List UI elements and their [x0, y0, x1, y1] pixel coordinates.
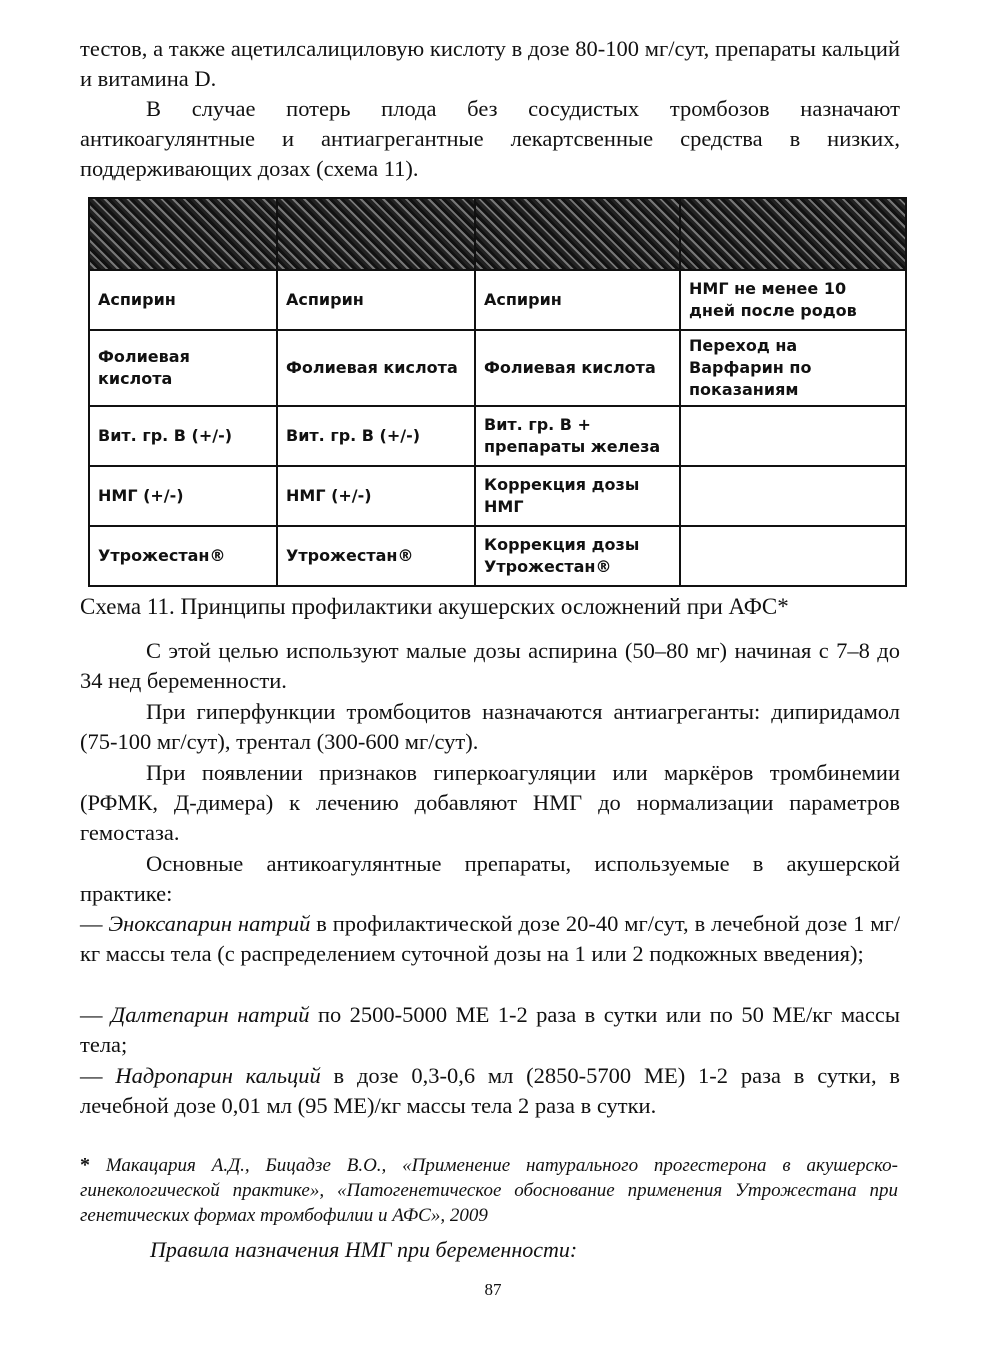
table-cell: Переход на Варфарин по показаниям	[680, 330, 906, 406]
drug-enoxaparin	[80, 909, 900, 969]
paragraph-aspirin: С этой целью используют малые дозы аспирина (50–80 мг) начиная с 7–8 до 34 нед беременности.	[80, 638, 900, 693]
paragraph-hypercoagulation: При появлении признаков гиперкоагуляции или маркёров тромбинемии (РФМК, Д-димера) к лечению добавляют НМГ до нормализации параметров гемостаза.	[80, 760, 900, 845]
scheme-caption: Схема 11. Принципы профилактики акушерских осложнений при АФС*	[80, 594, 789, 619]
drug-dose: в дозе 0,3-0,6 мл (2850-5700 МЕ) 1-2 раза в сутки, в лечебной дозе 0,01 мл (95 МЕ)/кг массы тела 2 раза в сутки.	[80, 1063, 901, 1118]
scheme-header-cell	[680, 198, 906, 270]
drug-name: Надропарин кальций	[115, 1063, 321, 1088]
rules-heading: Правила назначения НМГ при беременности:	[150, 1237, 578, 1262]
scheme-header-row	[89, 198, 906, 270]
table-row	[89, 270, 906, 330]
paragraph-anticoagulants: Основные антикоагулянтные препараты, используемые в акушерской практике:	[80, 851, 900, 906]
table-cell	[680, 406, 906, 466]
paragraph-fetal-loss: В случае потерь плода без сосудистых тромбозов назначают антикоагулянтные и антиагрегантные лекартсвенные средства в низких, поддерживающих дозах (схема 11).	[80, 96, 900, 181]
table-cell: Утрожестан®	[277, 526, 475, 586]
paragraph-antiplatelets: При гиперфункции тромбоцитов назначаются антиагреганты: дипиридамол (75-100 мг/сут), трентал (300-600 мг/сут).	[80, 699, 900, 754]
table-cell: Утрожестан®	[89, 526, 277, 586]
drug-nadroparin	[80, 1061, 900, 1121]
table-cell: Коррекция дозы НМГ	[475, 466, 680, 526]
table-cell: НМГ не менее 10 дней после родов	[680, 270, 906, 330]
footnote-marker: *	[80, 1154, 90, 1176]
drug-dose: в профилактической дозе 20-40 мг/сут, в лечебной дозе 1 мг/кг массы тела (с распределением суточной дозы на 1 или 2 подкожных введения);	[80, 911, 901, 966]
table-cell: Аспирин	[277, 270, 475, 330]
table-cell: Вит. гр. В (+/-)	[277, 406, 475, 466]
dash: —	[80, 911, 109, 936]
table-cell: Вит. гр. В + препараты железа	[475, 406, 680, 466]
table-row	[89, 466, 906, 526]
drug-dose: по 2500-5000 МЕ 1-2 раза в сутки или по 50 МЕ/кг массы тела;	[80, 1002, 900, 1057]
footnote	[80, 1153, 898, 1228]
scheme-header-cell	[475, 198, 680, 270]
table-cell: Аспирин	[89, 270, 277, 330]
drug-name: Далтепарин натрий	[110, 1002, 310, 1027]
table-row	[89, 406, 906, 466]
table-cell	[680, 526, 906, 586]
drug-dalteparin	[80, 1000, 900, 1060]
table-cell: НМГ (+/-)	[89, 466, 277, 526]
table-cell	[680, 466, 906, 526]
table-cell: Вит. гр. В (+/-)	[89, 406, 277, 466]
drug-name: Эноксапарин натрий	[108, 911, 311, 936]
paragraph-intro: тестов, а также ацетилсалициловую кислоту в дозе 80-100 мг/сут, препараты кальций и витамина D.	[80, 36, 900, 91]
table-cell: Фолиевая кислота	[475, 330, 680, 406]
footnote-text: Макацария А.Д., Бицадзе В.О., «Применение натурального прогестерона в акушерско-гинекологической практике», «Патогенетическое обоснование применения Утрожестана при генетических формах тромбофилии и АФС», 2009	[80, 1155, 898, 1226]
table-row	[89, 330, 906, 406]
table-cell: НМГ (+/-)	[277, 466, 475, 526]
scheme-header-cell	[89, 198, 277, 270]
dash: —	[80, 1063, 116, 1088]
scheme-table	[88, 197, 907, 587]
dash: —	[80, 1002, 111, 1027]
table-cell: Фолиевая кислота	[277, 330, 475, 406]
table-row	[89, 526, 906, 586]
scheme-header-cell	[277, 198, 475, 270]
table-cell: Коррекция дозы Утрожестан®	[475, 526, 680, 586]
page-number: 87	[484, 1280, 502, 1299]
table-cell: Аспирин	[475, 270, 680, 330]
table-cell: Фолиевая кислота	[89, 330, 277, 406]
